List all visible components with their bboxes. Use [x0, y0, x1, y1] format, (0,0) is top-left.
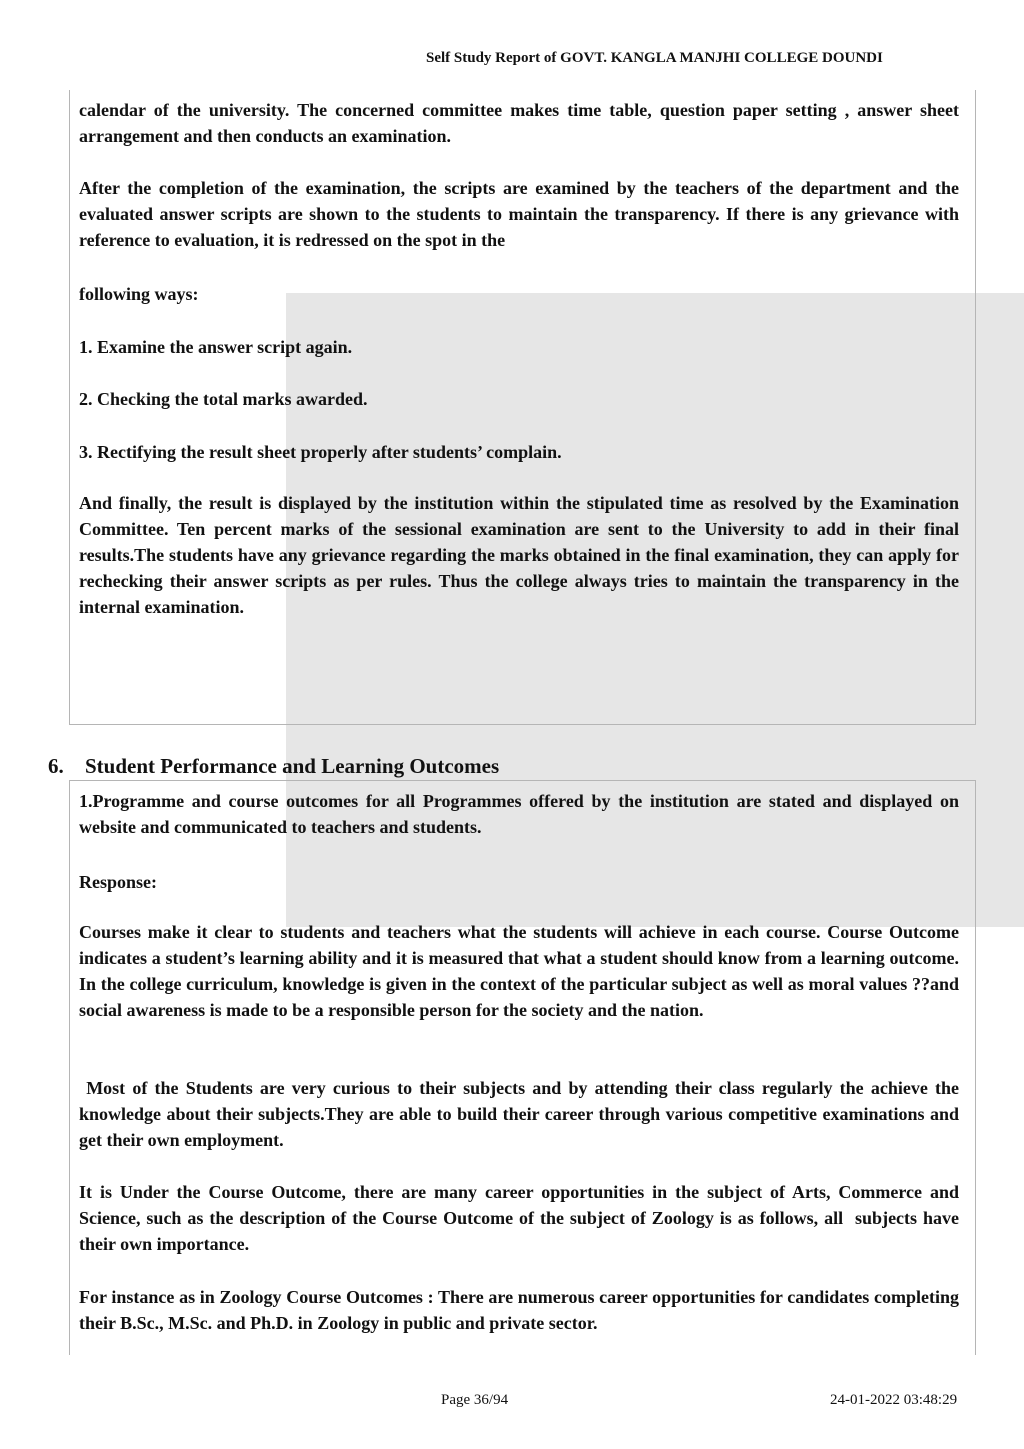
section-number: 6. [48, 754, 64, 778]
section-heading [48, 754, 499, 779]
outcomes-response-box [69, 780, 976, 1355]
list-item-rectifying: 3. Rectifying the result sheet properly after students’ complain. [79, 442, 562, 462]
paragraph-result-display: And finally, the result is displayed by the institution within the stipulated time as resolved by the Examination Committee. Ten percent marks of the sessional examination are sent to the University to add in their final results.The students have any grievance regarding the marks obtained in the final examination, they can apply for rechecking their answer scripts as per rules. Thus the college always tries to maintain the transparency in the internal examination. [79, 493, 959, 617]
section-title-text: Student Performance and Learning Outcomes [85, 754, 500, 778]
paragraph-response-label: Response: [79, 872, 158, 892]
paragraph-evaluation: After the completion of the examination, the scripts are examined by the teachers of the department and the evaluated answer scripts are shown to the students to maintain the transparency. If there is any grievance with reference to evaluation, it is redressed on the spot in the [79, 178, 959, 250]
paragraph-courses: Courses make it clear to students and teachers what the students will achieve in each course. Course Outcome indicates a student’s learning ability and it is measured that what a student should know from a learning outcome. In the college curriculum, knowledge is given in the context of the particular subject as well as moral values ??and social awareness is made to be a responsible person for the society and the nation. [79, 922, 959, 1020]
paragraph-students-curious: Most of the Students are very curious to their subjects and by attending their class regularly the achieve the knowledge about their subjects.They are able to build their career through various competitive examinations and get their own employment. [79, 1078, 964, 1150]
page-number: Page 36/94 [441, 1392, 509, 1408]
list-item-examine: 1. Examine the answer script again. [79, 337, 353, 357]
paragraph-career-opportunities: It is Under the Course Outcome, there are many career opportunities in the subject of Arts, Commerce and Science, such as the description of the Course Outcome of the subject of Zoology is as follows, all subjects have their own importance. [79, 1182, 964, 1254]
paragraph-zoology-outcomes: For instance as in Zoology Course Outcomes : There are numerous career opportunities for candidates completing their B.Sc., M.Sc. and Ph.D. in Zoology in public and private sector. [79, 1287, 959, 1333]
page-header: Self Study Report of GOVT. KANGLA MANJHI COLLEGE DOUNDI [426, 50, 883, 66]
print-timestamp: 24-01-2022 03:48:29 [830, 1392, 958, 1408]
paragraph-exam-calendar: calendar of the university. The concerned committee makes time table, question paper setting , answer sheet arrangement and then conducts an examination. [79, 100, 959, 146]
paragraph-programme-outcomes: 1.Programme and course outcomes for all Programmes offered by the institution are stated and displayed on website and communicated to teachers and students. [79, 791, 959, 837]
list-item-checking: 2. Checking the total marks awarded. [79, 389, 368, 409]
paragraph-following-ways: following ways: [79, 284, 199, 304]
